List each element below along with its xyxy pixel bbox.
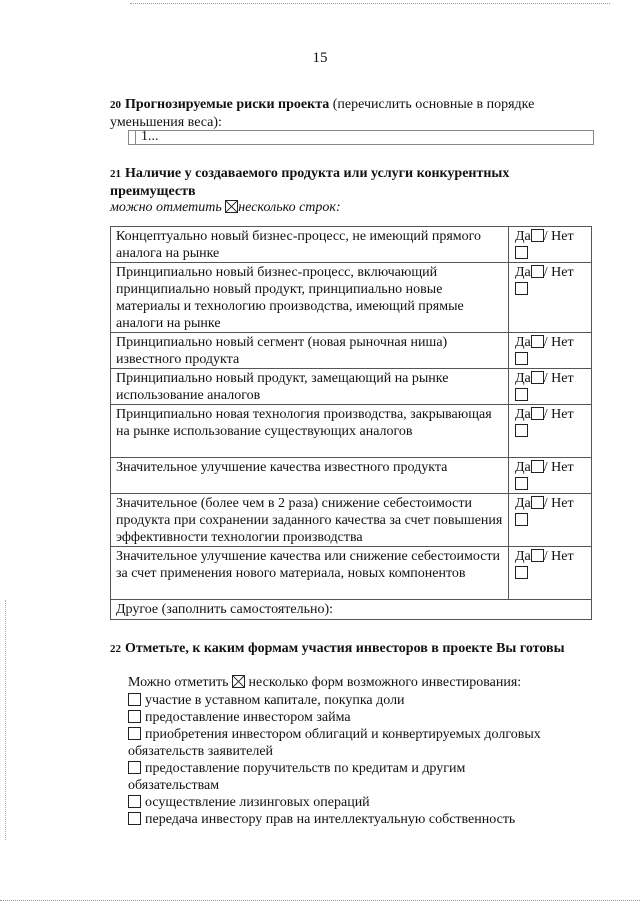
no-checkbox[interactable]	[515, 424, 528, 437]
investment-checkbox[interactable]	[128, 761, 141, 774]
no-checkbox[interactable]	[515, 282, 528, 295]
no-label: / Нет	[543, 549, 574, 564]
no-label: / Нет	[543, 496, 574, 511]
checked-box-icon	[225, 200, 238, 213]
advantage-row	[111, 458, 592, 494]
investment-option	[128, 709, 598, 726]
advantage-row	[111, 405, 592, 458]
yes-label: Да	[515, 496, 531, 511]
yes-label: Да	[515, 407, 531, 422]
no-label: / Нет	[543, 229, 574, 244]
advantage-text: Значительное улучшение качества известного продукта	[111, 458, 509, 494]
risk-input-field[interactable]	[128, 130, 594, 145]
scan-edge-top	[130, 3, 610, 4]
investment-option-label: приобретения инвестором облигаций и конвертируемых долговых	[145, 727, 541, 742]
section-22-note-after: несколько форм возможного инвестирования:	[248, 675, 522, 690]
advantage-text: Принципиально новая технология производства, закрывающая на рынке использование существующих аналогов	[111, 405, 509, 458]
yes-checkbox[interactable]	[531, 549, 544, 562]
advantage-text: Принципиально новый продукт, замещающий на рынке использование аналогов	[111, 369, 509, 405]
section-22-note	[128, 675, 521, 691]
no-label: / Нет	[543, 335, 574, 350]
section-20-title: Прогнозируемые риски проекта	[125, 97, 330, 112]
section-22-title: Отметьте, к каким формам участия инвесторов в проекте Вы готовы	[125, 641, 565, 656]
investment-option-label: предоставление поручительств по кредитам и другим	[145, 761, 466, 776]
section-20-subtitle: (перечислить основные в порядке уменьшения веса):	[110, 97, 535, 130]
advantage-row	[111, 333, 592, 369]
investment-checkbox[interactable]	[128, 710, 141, 723]
no-checkbox[interactable]	[515, 513, 528, 526]
advantage-options	[509, 494, 592, 547]
advantage-options	[509, 333, 592, 369]
no-checkbox[interactable]	[515, 388, 528, 401]
section-20-number: 20	[110, 99, 121, 111]
yes-checkbox[interactable]	[531, 371, 544, 384]
investment-checkbox[interactable]	[128, 727, 141, 740]
advantage-text: Концептуально новый бизнес-процесс, не имеющий прямого аналога на рынке	[111, 227, 509, 263]
advantage-options	[509, 227, 592, 263]
section-20-heading	[110, 96, 590, 132]
yes-checkbox[interactable]	[531, 335, 544, 348]
advantage-text: Принципиально новый сегмент (новая рыночная ниша) известного продукта	[111, 333, 509, 369]
section-21-note	[110, 200, 341, 216]
no-checkbox[interactable]	[515, 246, 528, 259]
investment-option	[128, 726, 598, 743]
yes-checkbox[interactable]	[531, 407, 544, 420]
yes-label: Да	[515, 265, 531, 280]
investment-checkbox[interactable]	[128, 693, 141, 706]
no-label: / Нет	[543, 265, 574, 280]
investment-option-continuation: обязательств заявителей	[128, 744, 274, 759]
advantage-other-cell[interactable]	[111, 600, 592, 620]
scan-edge-bottom	[0, 900, 640, 901]
advantage-row-other	[111, 600, 592, 620]
advantage-row	[111, 547, 592, 600]
advantage-options	[509, 458, 592, 494]
investment-forms-list	[128, 692, 598, 828]
section-21-number: 21	[110, 168, 121, 180]
no-checkbox[interactable]	[515, 352, 528, 365]
advantage-row	[111, 369, 592, 405]
risk-item-1: 1...	[141, 129, 159, 144]
no-label: / Нет	[543, 407, 574, 422]
advantage-row	[111, 263, 592, 333]
yes-label: Да	[515, 549, 531, 564]
section-21-heading	[110, 165, 590, 201]
advantage-text: Значительное (более чем в 2 раза) снижение себестоимости продукта при сохранении заданного качества за счет повышения эффективности технологии производства	[111, 494, 509, 547]
section-21-title: Наличие у создаваемого продукта или услуги конкурентных преимуществ	[110, 166, 510, 199]
investment-option-label: осуществление лизинговых операций	[145, 795, 370, 810]
checked-box-icon	[232, 675, 245, 688]
investment-option-label: передача инвестору прав на интеллектуальную собственность	[145, 812, 516, 827]
investment-option	[128, 794, 598, 811]
yes-checkbox[interactable]	[531, 460, 544, 473]
yes-label: Да	[515, 371, 531, 386]
section-21-note-after: несколько строк:	[238, 200, 341, 215]
advantage-other-label: Другое (заполнить самостоятельно):	[116, 602, 334, 617]
investment-option	[128, 811, 598, 828]
advantage-row	[111, 227, 592, 263]
yes-checkbox[interactable]	[531, 496, 544, 509]
investment-option-label: участие в уставном капитале, покупка доли	[145, 693, 405, 708]
investment-option-label: предоставление инвестором займа	[145, 710, 351, 725]
scan-edge-left	[5, 600, 6, 840]
yes-checkbox[interactable]	[531, 229, 544, 242]
yes-label: Да	[515, 335, 531, 350]
no-checkbox[interactable]	[515, 477, 528, 490]
advantage-text: Принципиально новый бизнес-процесс, включающий принципиально новый продукт, принципиально новые материалы и технологию производства, имеющий прямые аналоги на рынке	[111, 263, 509, 333]
advantage-options	[509, 405, 592, 458]
section-21-note-before: можно отметить	[110, 200, 222, 215]
advantage-options	[509, 263, 592, 333]
section-22-number: 22	[110, 643, 121, 655]
no-label: / Нет	[543, 371, 574, 386]
yes-checkbox[interactable]	[531, 265, 544, 278]
investment-option	[128, 692, 598, 709]
risk-field-divider	[135, 131, 136, 144]
investment-option	[128, 760, 598, 777]
advantage-row	[111, 494, 592, 547]
investment-option-continuation: обязательствам	[128, 778, 220, 793]
page-number: 15	[312, 50, 328, 66]
advantage-options	[509, 547, 592, 600]
yes-label: Да	[515, 460, 531, 475]
investment-checkbox[interactable]	[128, 812, 141, 825]
no-checkbox[interactable]	[515, 566, 528, 579]
no-label: / Нет	[543, 460, 574, 475]
section-22-heading	[110, 640, 580, 658]
advantage-text: Значительное улучшение качества или снижение себестоимости за счет применения нового материала, новых компонентов	[111, 547, 509, 600]
section-22-note-before: Можно отметить	[128, 675, 229, 690]
advantage-options	[509, 369, 592, 405]
investment-checkbox[interactable]	[128, 795, 141, 808]
advantages-table	[110, 226, 592, 620]
yes-label: Да	[515, 229, 531, 244]
